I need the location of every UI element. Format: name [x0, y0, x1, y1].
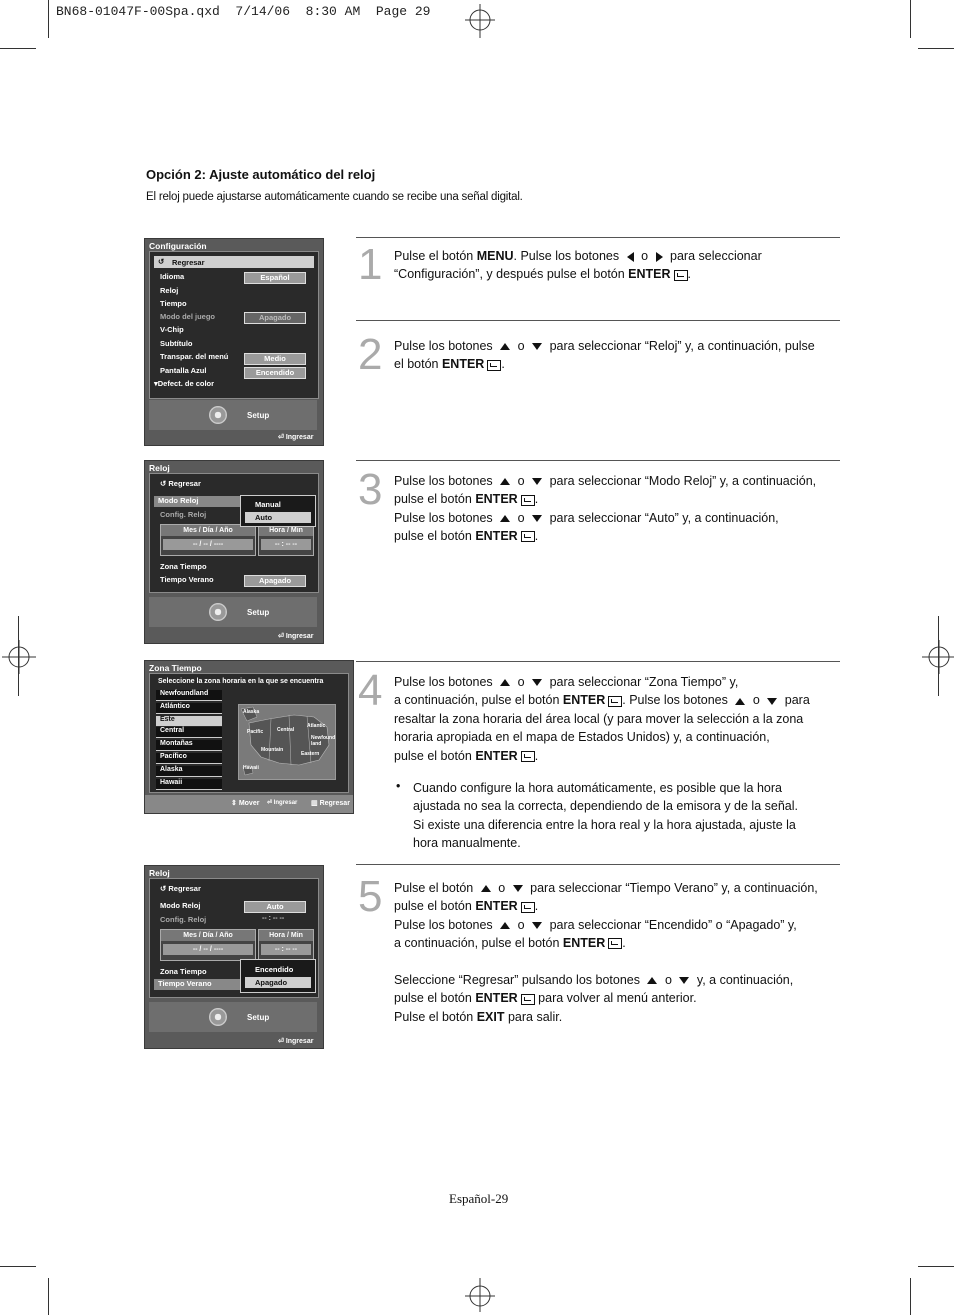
enter-icon: [487, 360, 501, 371]
enter-icon: [521, 751, 535, 762]
ingresar-label: Ingresar: [285, 1038, 314, 1045]
down-arrow-icon: [532, 515, 542, 522]
enter-key: ENTER: [562, 693, 606, 708]
text: a continuación, pulse el botón: [394, 693, 563, 708]
value-transpar: Medio: [244, 353, 306, 365]
zone-item-selected[interactable]: Este: [156, 716, 222, 726]
zone-item[interactable]: Alaska: [156, 766, 222, 777]
crop-mark: [0, 1266, 36, 1267]
return-hint: [311, 799, 350, 807]
text: Pulse los botones: [394, 510, 493, 525]
up-down-icon: ⇕: [231, 800, 239, 807]
text: o: [517, 339, 525, 353]
value-modo-juego: Apagado: [244, 312, 306, 324]
down-arrow-icon: [532, 679, 542, 686]
note-line: Si existe una diferencia entre la hora real y la hora ajustada, ajuste la: [413, 817, 796, 832]
tv-screen-zona-tiempo: [144, 660, 354, 814]
text: para seleccionar “Reloj” y, a continuación, pulse: [549, 339, 815, 353]
return-icon: ▥: [311, 800, 320, 807]
text: pulse el botón: [394, 492, 476, 507]
value-idioma: Español: [244, 272, 306, 284]
map-label: Central: [277, 727, 295, 733]
fecha-header: Mes / Día / Año: [161, 930, 255, 941]
enter-icon: [521, 902, 535, 913]
menu-item-tiempo[interactable]: Tiempo: [160, 299, 187, 308]
step-3-text: [394, 472, 844, 546]
setup-footer: [149, 1002, 317, 1032]
section-intro: El reloj puede ajustarse automáticamente cuando se recibe una señal digital.: [146, 191, 523, 203]
us-timezone-map[interactable]: [238, 704, 336, 780]
map-label: Pacific: [247, 729, 264, 735]
map-label: Eastern: [301, 751, 320, 757]
text: y, a continuación,: [696, 973, 794, 988]
enter-key: ENTER: [475, 899, 518, 914]
text: . Pulse los botones: [513, 249, 620, 263]
value-tiempo-verano: Apagado: [244, 575, 306, 587]
step-divider: [356, 237, 840, 238]
ingresar-label: Ingresar: [273, 800, 298, 806]
zone-prompt: Seleccione la zona horaria en la que se encuentra: [158, 678, 324, 685]
modo-reloj-dropdown: [240, 495, 316, 527]
tv-screen-reloj-modo: [144, 460, 324, 644]
menu-item-pantalla-azul[interactable]: Pantalla Azul: [160, 366, 207, 375]
text: .: [534, 899, 539, 914]
menu-item-tiempo-verano[interactable]: Tiempo Verano: [154, 979, 242, 990]
enter-icon: ⏎: [278, 633, 286, 640]
text: resaltar la zona horaria del área local (y para mover la selección a la zona: [394, 711, 804, 726]
fecha-value: -- / -- / ----: [163, 944, 253, 955]
down-arrow-icon: [532, 478, 542, 485]
map-label: Newfound land: [311, 735, 336, 747]
crop-mark: [910, 1278, 911, 1315]
menu-item-regresar[interactable]: [160, 479, 201, 488]
left-arrow-icon: [627, 252, 634, 262]
text: .: [687, 267, 692, 282]
up-arrow-icon: [500, 343, 510, 350]
text: para seleccionar: [670, 249, 762, 263]
enter-icon: ⏎: [278, 434, 286, 441]
text: para volver al menú anterior.: [534, 991, 697, 1006]
menu-item-label: Regresar: [168, 479, 201, 488]
crop-mark: [910, 0, 911, 38]
setup-footer: [149, 597, 317, 627]
map-label: Alaska: [243, 709, 260, 715]
text: o: [517, 474, 525, 488]
setup-label: Setup: [247, 411, 270, 420]
option-manual[interactable]: Manual: [255, 500, 281, 509]
step-divider: [356, 460, 840, 461]
config-reloj-value: -- : -- --: [262, 915, 285, 922]
text: para: [784, 693, 810, 708]
enter-icon: ⏎: [278, 1038, 286, 1045]
enter-key: ENTER: [475, 529, 518, 544]
enter-key: ENTER: [475, 991, 518, 1006]
menu-item-label: Regresar: [172, 258, 205, 267]
step-number: 4: [358, 666, 383, 715]
ingresar-label: Ingresar: [285, 633, 314, 640]
zone-panel: [149, 673, 349, 793]
menu-item-zona-tiempo[interactable]: Zona Tiempo: [160, 967, 207, 976]
fecha-box: [160, 929, 256, 961]
down-arrow-icon: [532, 922, 542, 929]
tv-screen-reloj-verano: [144, 865, 324, 1049]
menu-panel: [149, 473, 319, 593]
zone-item[interactable]: Atlántico: [156, 703, 222, 714]
text: Pulse los botones: [394, 339, 493, 353]
hora-box: [258, 929, 314, 961]
crop-mark: [48, 0, 49, 38]
mover-label: Mover: [238, 800, 260, 807]
regresar-label: Regresar: [319, 800, 350, 807]
tv-screen-configuracion: [144, 238, 324, 446]
text: Pulse el botón: [394, 249, 477, 263]
back-icon: ↺: [160, 884, 169, 893]
text: o: [517, 510, 525, 525]
note-line: Cuando configure la hora automáticamente, es posible que la hora: [413, 781, 782, 795]
note-line: ajustada no sea la correcta, dependiendo de la emisora y de la señal.: [413, 799, 798, 814]
text: Pulse el botón: [394, 881, 474, 895]
crop-mark: [18, 616, 19, 696]
hora-value: -- : -- --: [261, 539, 311, 550]
menu-panel: [149, 251, 319, 399]
tiempo-verano-dropdown: [240, 959, 316, 993]
text: para seleccionar “Modo Reloj” y, a continuación,: [549, 474, 817, 488]
menu-item-subtitulo[interactable]: Subtítulo: [160, 339, 193, 348]
zone-item[interactable]: Central: [156, 727, 222, 738]
text: o: [498, 881, 506, 895]
step-divider: [356, 864, 840, 865]
text: .: [622, 936, 626, 951]
screen-title: Reloj: [149, 463, 170, 473]
text: pulse el botón: [394, 529, 476, 544]
hora-header: Hora / Min: [259, 930, 313, 941]
text: para seleccionar “Encendido” o “Apagado” y,: [549, 917, 797, 932]
gear-icon: [209, 1008, 227, 1026]
text: a continuación, pulse el botón: [394, 936, 563, 951]
enter-icon: [521, 531, 535, 542]
menu-item-idioma[interactable]: Idioma: [160, 272, 185, 281]
fecha-value: -- / -- / ----: [163, 539, 253, 550]
zone-item[interactable]: Montañas: [156, 740, 222, 751]
step-1-text: [394, 247, 844, 284]
text: o: [641, 249, 649, 263]
menu-item-zona-tiempo[interactable]: Zona Tiempo: [160, 562, 207, 571]
menu-item-modo-reloj[interactable]: Modo Reloj: [160, 901, 201, 910]
zone-item[interactable]: Pacífico: [156, 753, 222, 764]
back-icon: ↺: [160, 479, 169, 488]
ingresar-label: Ingresar: [285, 434, 314, 441]
bullet-mark: •: [396, 779, 401, 793]
text: para seleccionar “Auto” y, a continuación,: [549, 510, 779, 525]
exit-key: EXIT: [476, 1009, 505, 1024]
text: Pulse los botones: [394, 675, 493, 689]
enter-icon: [674, 270, 688, 281]
step-2-text: [394, 337, 844, 374]
text: para salir.: [504, 1009, 563, 1024]
fecha-box: [160, 524, 256, 556]
enter-key: ENTER: [441, 357, 485, 372]
text: o: [517, 917, 525, 932]
text: o: [664, 973, 672, 988]
enter-icon: [521, 994, 535, 1005]
gear-icon: [209, 603, 227, 621]
step-divider: [356, 320, 840, 321]
back-icon: ↺: [158, 257, 165, 266]
menu-key: MENU: [476, 249, 514, 263]
menu-item-transpar[interactable]: Transpar. del menú: [160, 352, 229, 361]
down-arrow-icon: [532, 343, 542, 350]
screen-title: Reloj: [149, 868, 170, 878]
text: para seleccionar “Zona Tiempo” y,: [549, 675, 739, 689]
registration-mark-icon: [465, 1278, 495, 1312]
up-arrow-icon: [500, 922, 510, 929]
enter-key: ENTER: [628, 267, 671, 282]
text: pulse el botón: [394, 748, 476, 763]
text: . Pulse los botones: [622, 693, 728, 708]
option-apagado[interactable]: Apagado: [245, 977, 311, 988]
ingresar-hint: [278, 1037, 313, 1045]
text: .: [501, 357, 505, 372]
text: .: [534, 529, 539, 544]
enter-key: ENTER: [475, 748, 518, 763]
enter-icon: [521, 495, 535, 506]
crop-mark: [0, 48, 36, 49]
map-label: Hawaii: [243, 765, 259, 771]
step-divider: [356, 661, 840, 662]
enter-icon: [608, 696, 622, 707]
zone-list: [156, 690, 222, 791]
text: pulse el botón: [394, 991, 476, 1006]
menu-item-config-reloj[interactable]: Config. Reloj: [160, 915, 207, 924]
nav-hint-bar: [145, 795, 353, 813]
enter-key: ENTER: [475, 492, 518, 507]
menu-item-modo-reloj[interactable]: Modo Reloj: [154, 496, 242, 507]
text: .: [534, 748, 539, 763]
menu-item-tiempo-verano[interactable]: Tiempo Verano: [160, 575, 214, 584]
fecha-header: Mes / Día / Año: [161, 525, 255, 536]
up-arrow-icon: [500, 679, 510, 686]
text: horaria apropiada en el mapa de Estados Unidos) y, a continuación,: [394, 730, 770, 745]
setup-footer: [149, 400, 317, 430]
zone-item[interactable]: Hawaii: [156, 779, 222, 790]
up-arrow-icon: [481, 885, 491, 892]
map-label: Atlantic: [307, 723, 326, 729]
option-encendido[interactable]: Encendido: [255, 965, 294, 974]
step-number: 3: [358, 465, 383, 514]
registration-mark-icon: [2, 640, 36, 674]
up-arrow-icon: [647, 977, 657, 984]
screen-title: Zona Tiempo: [149, 663, 202, 673]
value-pantalla-azul: Encendido: [244, 367, 306, 379]
page-number: Español-29: [449, 1191, 509, 1206]
text: Pulse el botón: [394, 1009, 477, 1024]
step-4-note: [413, 779, 833, 853]
crop-mark: [48, 1278, 49, 1315]
zone-item[interactable]: Newfoundland: [156, 690, 222, 701]
value-modo-reloj: Auto: [244, 901, 306, 913]
crop-mark: [938, 616, 939, 696]
setup-label: Setup: [247, 608, 270, 617]
gear-icon: [209, 406, 227, 424]
menu-item-defect-color[interactable]: ▾Defect. de color: [154, 379, 215, 388]
text: el botón: [394, 357, 442, 372]
step-number: 2: [358, 330, 383, 379]
hora-header: Hora / Min: [259, 525, 313, 536]
menu-item-reloj[interactable]: Reloj: [160, 286, 179, 295]
setup-label: Setup: [247, 1013, 270, 1022]
down-arrow-icon: [679, 977, 689, 984]
screen-title: Configuración: [149, 241, 207, 251]
note-line: hora manualmente.: [413, 836, 521, 851]
crop-mark: [918, 1266, 954, 1267]
ingresar-hint: [278, 632, 313, 640]
enter-key: ENTER: [562, 936, 606, 951]
hora-value: -- : -- --: [261, 944, 311, 955]
text: pulse el botón: [394, 899, 476, 914]
text: Pulse los botones: [394, 917, 493, 932]
file-slug: BN68-01047F-00Spa.qxd 7/14/06 8:30 AM Page 29: [56, 4, 431, 19]
menu-item-vchip[interactable]: V-Chip: [160, 325, 184, 334]
menu-item-label: Regresar: [168, 884, 201, 893]
up-arrow-icon: [500, 478, 510, 485]
crop-mark: [918, 48, 954, 49]
step-4-text: [394, 673, 844, 765]
text: Pulse los botones: [394, 474, 493, 488]
enter-icon: [608, 938, 622, 949]
menu-item-config-reloj[interactable]: Config. Reloj: [160, 510, 207, 519]
text: .: [534, 492, 539, 507]
enter-hint: [267, 799, 297, 806]
map-label: Mountain: [261, 747, 284, 753]
step-5-text: [394, 879, 846, 1026]
section-title: Opción 2: Ajuste automático del reloj: [146, 167, 376, 182]
menu-item-modo-juego[interactable]: Modo del juego: [160, 312, 215, 321]
registration-mark-icon: [465, 4, 495, 38]
down-arrow-icon: [513, 885, 523, 892]
down-arrow-icon: [767, 698, 777, 705]
text: para seleccionar “Tiempo Verano” y, a continuación,: [530, 881, 818, 895]
menu-item-regresar[interactable]: [160, 884, 201, 893]
text: o: [752, 693, 760, 708]
up-arrow-icon: [735, 698, 745, 705]
menu-panel: [149, 878, 319, 998]
step-number: 5: [358, 872, 383, 921]
hora-box: [258, 524, 314, 556]
option-auto[interactable]: Auto: [245, 512, 311, 523]
ingresar-hint: [278, 433, 313, 441]
right-arrow-icon: [656, 252, 663, 262]
up-arrow-icon: [500, 515, 510, 522]
move-hint: [231, 799, 259, 807]
menu-item-regresar[interactable]: [154, 256, 314, 268]
text: Seleccione “Regresar” pulsando los botones: [394, 973, 640, 988]
enter-icon: ⏎: [267, 800, 274, 806]
step-number: 1: [358, 240, 383, 289]
text: o: [517, 675, 525, 689]
text: “Configuración”, y después pulse el botón: [394, 267, 629, 282]
